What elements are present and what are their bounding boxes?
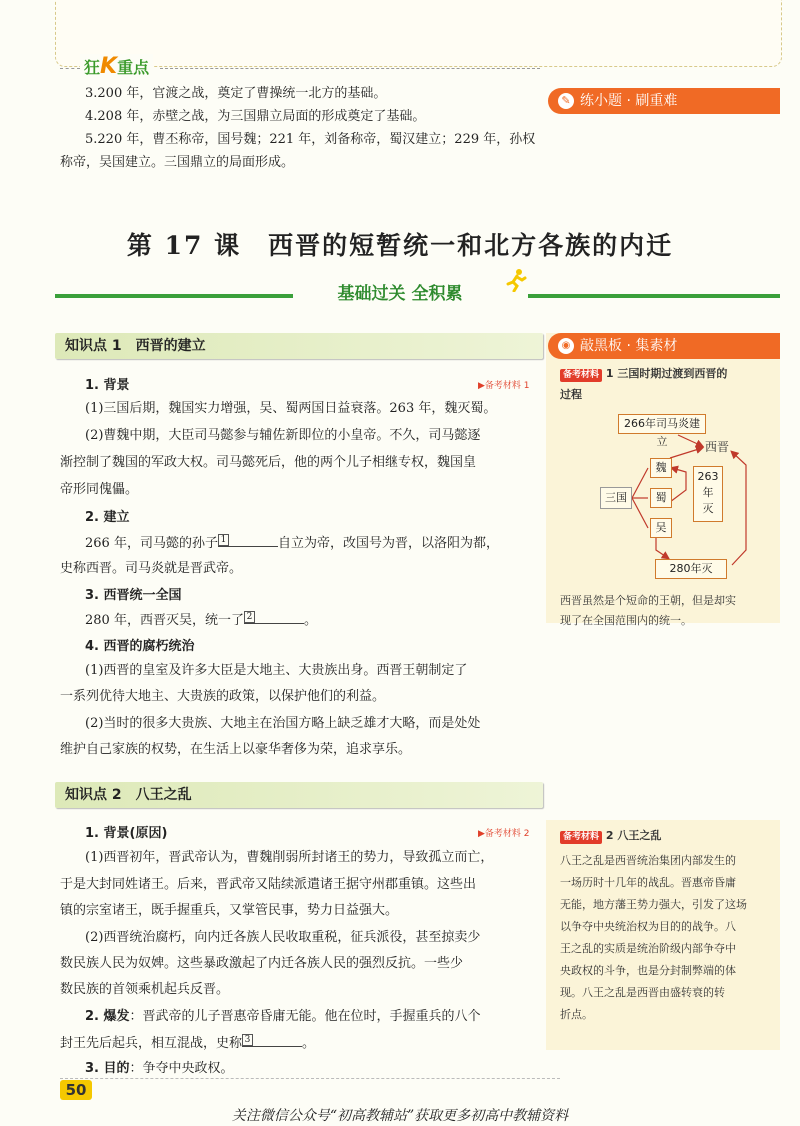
header-divider <box>60 68 80 69</box>
subsection-heading: 1. 背景 <box>85 378 130 393</box>
material-text: 央政权的斗争，也是分封制弊端的体 <box>560 964 736 977</box>
reference-tag: ▶备考材料 2 <box>478 829 530 839</box>
brand-logo: 狂K重点 <box>80 54 153 79</box>
sidebar-title: ◉ 敲黑板 · 集素材 <box>548 333 780 359</box>
paragraph: 2. 爆发：晋武帝的儿子晋惠帝昏庸无能。他在位时，手握重兵的八个 <box>85 1009 481 1024</box>
diagram-node: 266年司马炎建立 <box>618 414 706 434</box>
material-tag: 备考材料 <box>560 831 602 844</box>
paragraph: 维护自己家族的权势，在生活上以豪华奢侈为荣，追求享乐。 <box>60 742 412 757</box>
blackboard-icon: ◉ <box>558 338 574 354</box>
side-practice-title: ✎ 练小题 · 刷重难 <box>548 88 780 114</box>
material-text: 八王之乱是西晋统治集团内部发生的 <box>560 854 736 867</box>
footer-divider <box>60 1078 560 1079</box>
material-text: 王之乱的实质是统治阶级内部争夺中 <box>560 942 736 955</box>
section-title: 基础过关 全积累 <box>337 284 463 304</box>
paragraph: 帝形同傀儡。 <box>60 482 139 497</box>
intro-item: 称帝，吴国建立。三国鼎立的局面形成。 <box>60 155 295 170</box>
paragraph: 渐控制了魏国的军政大权。司马懿死后，他的两个儿子相继专权，魏国皇 <box>60 455 477 470</box>
diagram-node: 280年灭 <box>655 559 727 579</box>
header-divider <box>160 68 540 69</box>
paragraph: (2)当时的很多大贵族、大地主在治国方略上缺乏雄才大略，而是处处 <box>85 716 481 731</box>
paragraph: 数民族人民为奴婢。这些暴政激起了内迁各族人民的强烈反抗。一些少 <box>60 956 464 971</box>
fill-blank[interactable]: 1 <box>218 532 278 547</box>
material-tag: 备考材料 <box>560 369 602 382</box>
diagram-node: 吴 <box>650 518 672 538</box>
paragraph: (2)曹魏中期，大臣司马懿参与辅佐新即位的小皇帝。不久，司马懿逐 <box>85 428 481 443</box>
subsection-heading: 3. 西晋统一全国 <box>85 588 182 603</box>
paragraph: 一系列优待大地主、大贵族的政策，以保护他们的利益。 <box>60 689 386 704</box>
material-text: 无能，地方藩王势力强大，引发了这场 <box>560 898 747 911</box>
material-title: 备考材料 2 八王之乱 <box>560 825 661 846</box>
diagram-node: 三国 <box>600 487 632 509</box>
fill-blank[interactable]: 2 <box>244 609 304 624</box>
diagram-node: 魏 <box>650 458 672 478</box>
knowledge-point-title: 知识点 2 八王之乱 <box>55 782 543 808</box>
material-text: 西晋虽然是个短命的王朝，但是却实 <box>560 594 736 607</box>
paragraph: 于是大封同姓诸王。后来，晋武帝又陆续派遣诸王据守州郡重镇。这些出 <box>60 877 477 892</box>
diagram-node: 蜀 <box>650 488 672 508</box>
material-text: 一场历时十几年的战乱。晋惠帝昏庸 <box>560 876 736 889</box>
paragraph: 280 年，西晋灭吴，统一了 2 。 <box>85 609 317 632</box>
subsection-heading: 2. 建立 <box>85 510 130 525</box>
section-rule <box>55 294 293 298</box>
paragraph: (1)西晋的皇室及许多大臣是大地主、大贵族出身。西晋王朝制定了 <box>85 663 468 678</box>
intro-item: 3.200 年，官渡之战，奠定了曹操统一北方的基础。 <box>85 86 387 101</box>
paragraph: 266 年，司马懿的孙子 1 自立为帝，改国号为晋，以洛阳为都， <box>85 532 499 555</box>
paragraph: (2)西晋统治腐朽，向内迁各族人民收取重税，征兵派役，甚至掠卖少 <box>85 930 481 945</box>
intro-item: 5.220 年，曹丕称帝，国号魏；221 年，刘备称帝，蜀汉建立；229 年，孙权 <box>85 132 536 147</box>
fill-blank[interactable]: 3 <box>242 1032 302 1047</box>
paragraph: 封王先后起兵，相互混战，史称 3 。 <box>60 1032 315 1055</box>
runner-icon <box>505 268 527 292</box>
diagram-label: 西晋 <box>705 440 730 454</box>
knowledge-point-title: 知识点 1 西晋的建立 <box>55 333 543 359</box>
material-text: 现。八王之乱是西晋由盛转衰的转 <box>560 986 725 999</box>
material-text: 折点。 <box>560 1008 593 1021</box>
lesson-title: 第 17 课 西晋的短暂统一和北方各族的内迁 <box>126 231 674 260</box>
material-text: 现了在全国范围内的统一。 <box>560 614 692 627</box>
practice-icon: ✎ <box>558 93 574 109</box>
subsection-heading: 1. 背景(原因) <box>85 826 168 841</box>
intro-item: 4.208 年，赤壁之战，为三国鼎立局面的形成奠定了基础。 <box>85 109 426 124</box>
paragraph: 史称西晋。司马炎就是晋武帝。 <box>60 561 243 576</box>
paragraph: (1)三国后期，魏国实力增强，吴、蜀两国日益衰落。263 年，魏灭蜀。 <box>85 401 497 416</box>
header-frame <box>55 0 782 67</box>
subsection-heading: 4. 西晋的腐朽统治 <box>85 639 195 654</box>
footer-notice: 关注微信公众号“初高教辅站”获取更多初高中教辅资料 <box>231 1108 569 1124</box>
paragraph: 镇的宗室诸王，既手握重兵，又掌管民事，势力日益强大。 <box>60 903 399 918</box>
material-text: 以争夺中央统治权为目的的战争。八 <box>560 920 736 933</box>
material-title: 备考材料 1 三国时期过渡到西晋的 <box>560 363 727 384</box>
paragraph: 3. 目的：争夺中央政权。 <box>85 1061 234 1076</box>
page-number: 50 <box>60 1080 92 1100</box>
material-title: 过程 <box>560 388 582 401</box>
paragraph: (1)西晋初年，晋武帝认为，曹魏削弱所封诸王的势力，导致孤立而亡， <box>85 850 494 865</box>
diagram-node: 263 年 灭 <box>693 466 723 522</box>
reference-tag: ▶备考材料 1 <box>478 381 530 391</box>
paragraph: 数民族的首领乘机起兵反晋。 <box>60 982 230 997</box>
section-rule <box>528 294 780 298</box>
